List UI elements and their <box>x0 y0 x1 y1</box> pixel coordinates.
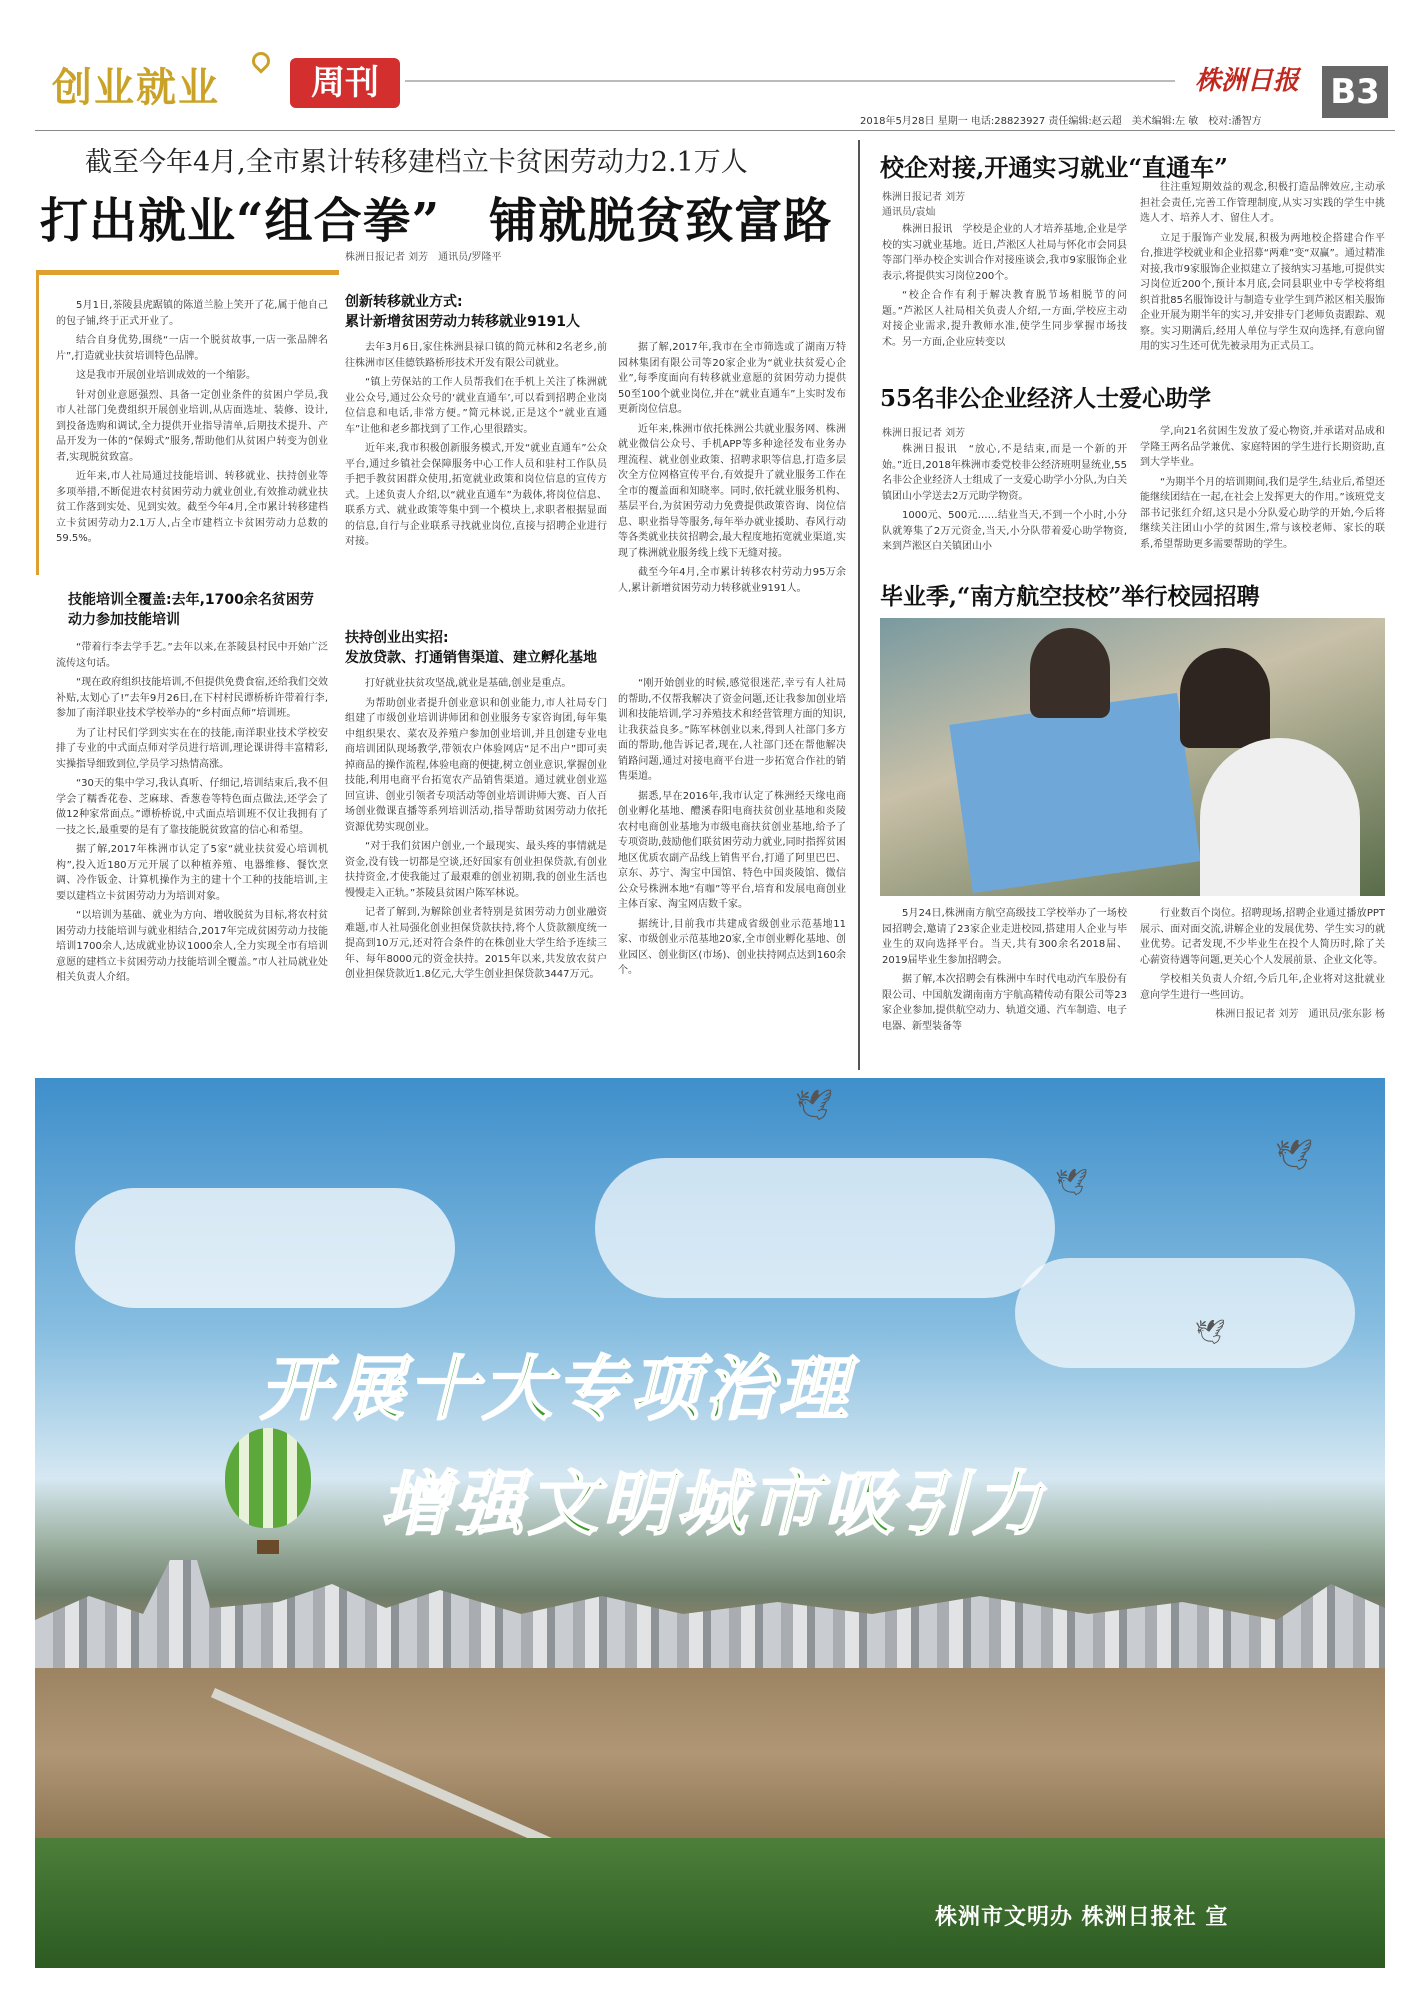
body-paragraph: “以培训为基础、就业为方向、增收脱贫为目标,将农村贫困劳动力技能培训与就业相结合,2017年完成贫困劳动力技能培训1700余人,达成就业协议1000余人,全力实现全市有培训意愿的建档立卡贫困劳动力技能培训全覆盖。”市人社局就业处相关负责人介绍。 <box>56 910 328 983</box>
body-paragraph: “30天的集中学习,我认真听、仔细记,培训结束后,我不但学会了糯香花卷、芝麻球、香葱卷等特色面点做法,还学会了做12种家常面点。”谭桥桥说,中式面点培训班不仅让我拥有了一技之长,最重要的是有了靠技能脱贫致富的信心和希望。 <box>56 778 328 836</box>
weekly-tag: 周刊 <box>290 58 400 108</box>
donation-body-left <box>882 442 1127 570</box>
body-paragraph: 据了解,2017年,我市在全市筛选或了湖南万特园林集团有限公司等20家企业为“就业扶贫爱心企业”,每季度面向有转移就业意愿的贫困劳动力提供50至100个就业岗位,并在“就业直通车”上实时发布更新岗位信息。 <box>618 342 846 415</box>
body-paragraph: “镇上劳保站的工作人员帮我们在手机上关注了株洲就业公众号,通过公众号的‘就业直通车’,可以看到招聘企业岗位信息和电话,非常方便。”简元林说,正是这个“就业直通车”让他和老乡都找到了工作,心里很踏实。 <box>345 377 607 435</box>
body-paragraph: 立足于服饰产业发展,积极为两地校企搭建合作平台,推进学校就业和企业招募“两难”变“双赢”。通过精准对接,我市9家服饰企业拟建立了接纳实习基地,可提供实习岗位近200个,预计本月底,会同县职业中专学校将组织首批85名服饰设计与制造专业学生到芦淞区相关服饰企业开展为期半年的实习,并安排专门老师负责跟踪、观察。实习期满后,经用人单位与学生双向选择,有意向留用的实习生还可优先被录用为正式员工。 <box>1140 232 1385 352</box>
recruit-body-right <box>1140 906 1385 1066</box>
issue-weekday: 星期一 <box>937 116 968 127</box>
intern-byline-reporter: 株洲日报记者 刘芳 <box>882 192 966 203</box>
donation-title: 55名非公企业经济人士爱心助学 <box>880 385 1212 412</box>
section-3-body-right <box>618 676 846 1071</box>
phone: 电话:28823927 <box>970 116 1046 127</box>
lead-byline: 株洲日报记者 刘芳 通讯员/罗隆平 <box>345 252 502 263</box>
body-paragraph: “带着行李去学手艺。”去年以来,在茶陵县村民中开始广泛流传这句话。 <box>56 642 328 669</box>
civic-ad-banner <box>35 1078 1385 1968</box>
body-paragraph: 株洲日报讯 学校是企业的人才培养基地,企业是学校的实习就业基地。近日,芦淞区人社局与怀化市会同县等部门举办校企实训合作对接座谈会,我市9家服饰企业表示,将提供实习岗位200个。 <box>882 224 1127 282</box>
section-2-title: 创新转移就业方式: 累计新增贫困劳动力转移就业9191人 <box>345 294 580 330</box>
recruit-title: 毕业季,“南方航空技校”举行校园招聘 <box>880 583 1260 610</box>
body-paragraph: “为期半个月的培训期间,我们是学生,结业后,希望还能继续团结在一起,在社会上发挥更大的作用。”该班党支部书记张红介绍,这只是小分队爱心助学的开始,今后将继续关注团山小学的贫困生,常与该校老师、家长的联系,希望帮助更多需要帮助的学生。 <box>1140 476 1385 550</box>
lead-kicker: 截至今年4月,全市累计转移建档立卡贫困劳动力2.1万人 <box>85 147 748 178</box>
body-paragraph: 据悉,早在2016年,我市认定了株洲经天缘电商创业孵化基地、醴溪春阳电商扶贫创业基地和炎陵农村电商创业基地为市级电商扶贫创业基地,给予了专项资助,鼓励他们联贫困劳动力就业,同时指挥贫困地区优质农副产品线上销售平台,打通了阿里巴巴、京东、苏宁、淘宝中国馆、特色中国炎陵馆、微信公众号株洲本地“有咖”等平台,培育和发展电商创业主体百家、淘宝网店数千家。 <box>618 790 846 910</box>
masthead-meta <box>860 112 1262 127</box>
lead-intro <box>56 298 328 568</box>
page-code: B3 <box>1322 66 1388 118</box>
ad-slogan-line-1: 开展十大专项治理 <box>260 1348 852 1430</box>
body-paragraph: 学校相关负责人介绍,今后几年,企业将对这批就业意向学生进行一些回访。 <box>1140 974 1385 1001</box>
student-figure <box>1200 738 1360 896</box>
lead-headline: 打出就业“组合拳” 铺就脱贫致富路 <box>40 193 833 249</box>
section-3-title: 扶持创业出实招: 发放贷款、打通销售渠道、建立孵化基地 <box>345 630 597 666</box>
body-paragraph: 为帮助创业者提升创业意识和创业能力,市人社局专门组建了市级创业培训讲师团和创业服务专家咨询团,每年集中组织果农、菜农及养殖户参加创业培训,并且创建专业电商培训团队现场教学,带领农户体验网店“足不出户”即可卖掉商品的操作流程,体验电商的便捷,树立创业意识,掌握创业技能,利用电商平台拓宽农产品销售渠道。通过就业创业巡回宣讲、创业引领者专项活动等创业培训讲师大赛、百人百场创业微课直播等系列培训活动,指导帮助贫困劳动力依托资源优势实现创业。 <box>345 697 607 833</box>
body-paragraph: 近年来,株洲市依托株洲公共就业服务网、株洲就业微信公众号、手机APP等多种途径发布业务办理流程、就业创业政策、招聘求职等信息,打造多层次全方位网格宣传平台,有效提升了就业服务工作在全市的覆盖面和知晓率。同时,依托就业服务机构、基层平台,为贫困劳动力免费提供政策咨询、岗位信息、职业指导等服务,每年举办就业援助、春风行动等各类就业扶贫招聘会,最大程度地拓宽就业渠道,实现了株洲就业服务线上线下无缝对接。 <box>618 423 846 559</box>
masthead-bottom-rule <box>35 130 1395 131</box>
editors: 责任编辑:赵云超 美术编辑:左 敏 校对:潘智方 <box>1048 116 1262 127</box>
body-paragraph: 株洲日报讯 “放心,不是结束,而是一个新的开始。”近日,2018年株洲市委党校非公经济班明显统业,55名非公企业经济人士组成了一支爱心助学小分队,为白关镇团山小学送去2万元助学物资。 <box>882 444 1127 502</box>
section-1-body <box>56 640 328 1070</box>
recruitment-photo <box>880 618 1385 896</box>
body-paragraph: 打好就业扶贫攻坚战,就业是基础,创业是重点。 <box>365 678 572 689</box>
intro-paragraph: 结合自身优势,围绕“一店一个脱贫故事,一店一张品牌名片”,打造就业扶贫培训特色品牌。 <box>56 335 328 362</box>
section-2-body-left <box>345 340 607 615</box>
body-paragraph: 1000元、500元……结业当天,不到一个小时,小分队就筹集了2万元资金,当天,小分队带着爱心助学物资,来到芦淞区白关镇团山小 <box>882 510 1127 552</box>
body-paragraph: 据了解,本次招聘会有株洲中车时代电动汽车股份有限公司、中国航发湖南南方宇航高精传动有限公司等23家企业参加,提供航空动力、轨道交通、汽车制造、电子电器、新型装备等 <box>882 974 1127 1032</box>
body-paragraph: 据统计,目前我市共建成省级创业示范基地11家、市级创业示范基地20家,全市创业孵化基地、创业园区、创业街区(市场)、创业扶持网点达到160余个。 <box>618 918 846 976</box>
city-skyline <box>35 1548 1385 1668</box>
intern-title: 校企对接,开通实习就业“直通车” <box>880 153 1228 182</box>
body-paragraph: “校企合作有利于解决教育脱节场相脱节的问题。”芦淞区人社局相关负责人介绍,一方面,学校应主动对接企业需求,提升教师水准,使学生同步掌握市场技术。另一方面,企业应转变以 <box>882 290 1127 348</box>
intro-paragraph: 这是我市开展创业培训成效的一个缩影。 <box>76 370 256 381</box>
bird-icon: 🕊 <box>1055 1168 1089 1198</box>
paper-logo: 株洲日报 <box>1195 66 1300 96</box>
body-paragraph: 截至今年4月,全市累计转移农村劳动力95万余人,累计新增贫困劳动力转移就业9191人。 <box>618 567 846 594</box>
bird-icon: 🕊 <box>1275 1138 1314 1173</box>
student-figure <box>1030 628 1110 718</box>
body-paragraph: “对于我们贫困户创业,一个最现实、最头疼的事情就是资金,没有钱一切都是空谈,还好国家有创业担保贷款,有创业扶持资金,才使我能过了最艰难的创业初期,我的创业生活也慢慢走入正轨。”茶陵县贫困户陈军林说。 <box>345 841 607 899</box>
section-title: 创业就业 <box>52 64 220 111</box>
intern-body-right <box>1140 180 1385 374</box>
bird-icon: 🕊 <box>1195 1318 1226 1346</box>
body-paragraph: 行业数百个岗位。招聘现场,招聘企业通过播放PPT展示、面对面交流,讲解企业的发展优势、学生实习的就业优势。记者发现,不少毕业生在投个人简历时,除了关心薪资待遇等问题,更关心个人发展前景、企业文化等。 <box>1140 908 1385 966</box>
intro-paragraph: 近年来,市人社局通过技能培训、转移就业、扶持创业等多项举措,不断促进农村贫困劳动力就业创业,有效推动就业扶贫工作落到实处、见到实效。截至今年4月,全市累计转移建档立卡贫困劳动力2.1万人,占全市建档立卡贫困劳动力总数的59.5%。 <box>56 471 328 544</box>
intern-byline <box>882 188 965 218</box>
body-paragraph: 学,向21名贫困生发放了爱心物资,并承诺对品成和学隆王两名品学兼优、家庭特困的学生进行长期资助,直到大学毕业。 <box>1140 426 1385 468</box>
body-paragraph: 记者了解到,为解除创业者特别是贫困劳动力创业融资难题,市人社局强化创业担保贷款扶持,将个人贷款额度统一提高到10万元,还对符合条件的在株创业大学生给予连续三年、每年8000元的资金扶持。2015年以来,共发放农贫户创业担保贷款近1.8亿元,大学生创业担保贷款3447万元。 <box>345 907 607 980</box>
body-paragraph: “刚开始创业的时候,感觉很迷茫,幸亏有人社局的帮助,不仅帮我解决了资金问题,还让我参加创业培训和技能培训,学习养殖技术和经营管理方面的知识,让我获益良多。”陈军林创业以来,得到人社部门多方面的帮助,他告诉记者,现在,人社部门还在帮他解决销路问题,通过对接电商平台进一步拓宽合作社的销售渠道。 <box>618 678 846 782</box>
location-pin-icon <box>248 48 273 73</box>
body-paragraph: 去年3月6日,家住株洲县禄口镇的简元林和2名老乡,前往株洲市区佳德铁路桥形技术开发有限公司就业。 <box>345 342 607 369</box>
ad-slogan-line-2: 增强文明城市吸引力 <box>380 1463 1046 1545</box>
masthead-rule <box>405 80 1175 82</box>
river <box>35 1668 1385 1838</box>
body-paragraph: 据了解,2017年株洲市认定了5家“就业扶贫爱心培训机构”,投入近180万元开展了以种植养殖、电器维修、餐饮烹调、冷作钣金、计算机操作为主的建十个工种的技能培训,主要以建档立卡贫困劳动力为培训对象。 <box>56 844 328 902</box>
balloon-basket <box>257 1540 279 1554</box>
donation-byline: 株洲日报记者 刘芳 <box>882 428 966 439</box>
ad-credit: 株洲市文明办 株洲日报社 宣 <box>935 1905 1229 1930</box>
body-paragraph: 为了让村民们学到实实在在的技能,南洋职业技术学校安排了专业的中式面点师对学员进行培训,理论课讲得丰富精彩,实操指导细致到位,学员学习热情高涨。 <box>56 727 328 770</box>
issue-date: 2018年5月28日 <box>860 116 935 127</box>
intro-paragraph: 5月1日,茶陵县虎踞镇的陈道兰脸上笑开了花,属于他自己的包子铺,终于正式开业了。 <box>56 300 328 327</box>
body-paragraph: “现在政府组织技能培训,不但提供免费食宿,还给我们交效补贴,太划心了!”去年9月26日,在下村村民谭桥桥许带着行李,参加了南洋职业技术学校举办的“乡村面点师”培训班。 <box>56 677 328 719</box>
recruit-byline: 株洲日报记者 刘芳 通讯员/张东影 杨 <box>1215 1009 1385 1020</box>
body-paragraph: 近年来,我市积极创新服务模式,开发“就业直通车”公众平台,通过乡镇社会保障服务中心工作人员和驻村工作队员手把手教贫困群众使用,拓宽就业政策和岗位信息的宣传方式。上述负责人介绍,以“就业直通车”为载体,将岗位信息、联系方式、就业政策等集中到一个模块上,求职者根据显面的信息,自行与企业联系寻找就业岗位,直接与招聘企业进行对接。 <box>345 443 607 547</box>
section-1-title: 技能培训全覆盖:去年,1700余名贫困劳动力参加技能培训 <box>68 592 314 628</box>
cloud-shape <box>595 1158 1055 1298</box>
section-2-body-right <box>618 340 846 615</box>
intern-byline-correspondent: 通讯员/袁灿 <box>882 207 936 218</box>
intro-paragraph: 针对创业意愿强烈、具备一定创业条件的贫困户学员,我市人社部门免费组织开展创业培训,从店面选址、装修、设计,到投备选购和调试,全力提供开业指导清单,后期技术提升、产品开发为一体的“保姆式”服务,帮助他们从贫困户转变为创业者,实现脱贫致富。 <box>56 389 328 463</box>
body-paragraph: 5月24日,株洲南方航空高级技工学校举办了一场校园招聘会,邀请了23家企业走进校园,搭建用人企业与毕业生的双向选择平台。当天,共有300余名2018届、2019届毕业生参加招聘会。 <box>882 908 1127 966</box>
body-paragraph: 往注重短期效益的观念,积极打造品牌效应,主动承担社会责任,完善工作管理制度,从实习实践的学生中挑选人才、培养人才、留住人才。 <box>1140 182 1385 224</box>
donation-body-right <box>1140 424 1385 570</box>
student-figure <box>1180 648 1270 748</box>
brochure-image <box>949 693 1200 893</box>
bird-icon: 🕊 <box>795 1088 834 1123</box>
section-3-body-left <box>345 676 607 1071</box>
cloud-shape <box>1015 1258 1355 1368</box>
hot-air-balloon-icon <box>225 1428 311 1528</box>
cloud-shape <box>75 1188 455 1308</box>
intern-body-left <box>882 222 1127 374</box>
column-divider <box>858 140 860 1070</box>
recruit-body-left <box>882 906 1127 1066</box>
